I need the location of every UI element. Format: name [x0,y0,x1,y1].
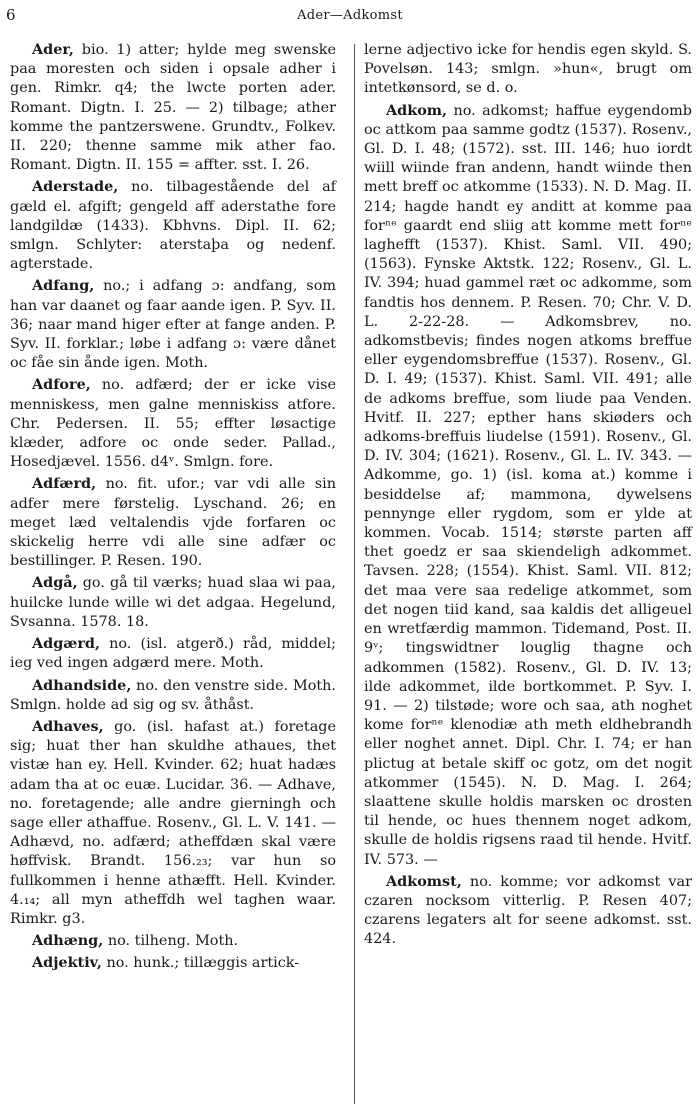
column-divider [354,44,355,1104]
entry-text: no. fit. ufor.; var vdi alle sin adfer mere førstelig. Lyschand. 26; en meget læd veltalendis vjde forfaren oc skickelig herre vdi alle sine adfær oc bestillinger. P. Resen. 190. [10,476,336,570]
entry-text: no. hunk.; tillæggis artick- [101,955,300,972]
page-number: 6 [6,6,16,24]
dictionary-entry [10,276,336,373]
dictionary-entry [10,676,336,715]
dictionary-entry-continuation [364,40,692,99]
headword: Adgærd, [32,635,100,653]
headword: Adhæng, [32,932,104,950]
dictionary-entry [10,40,336,175]
dictionary-entry [10,717,336,929]
entry-text: no. den venstre side. Moth. Smlgn. holde ad sig og sv. åthåst. [10,677,336,713]
dictionary-entry [10,375,336,472]
dictionary-entry [364,872,692,950]
headword: Adfang, [32,277,95,295]
headword: Aderstade, [32,178,119,196]
headword: Adfærd, [32,475,97,493]
headword: Adgå, [32,574,78,592]
entry-text: lerne adjectivo icke for hendis egen skyld. S. Povelsøn. 143; smlgn. »hun«, brugt om intetkønsord, se d. o. [364,42,692,97]
headword: Adjektiv, [32,954,102,972]
entry-text: no. adkomst; haffue eygendomb oc attkom paa samme godtz (1537). Rosenv., Gl. D. I. 48; (1572). sst. III. 146; huo iordt wiill wiinde fran andenn, handt wiinde then mett breff oc atkomme (1533). N. D. Mag. II. 214; hagde handt ey anditt at komme paa forⁿᵉ gaardt end sliig att komme mett forⁿᵉ laghefft (1537). Khist. Saml. VII. 490; (1563). Fynske Aktstk. 122; Rosenv., Gl. L. IV. 394; huad gammel ræt oc adkomme, som fandtis hos dennem. P. Resen. 70; Chr. V. D. L. 2-22-28. — Adkomsbrev, no. adkomstbevis; findes nogen atkoms breffue eller eygendomsbreffue (1537). Rosenv., Gl. D. I. 49; (1537). Khist. Saml. VII. 491; alle de adkoms breffue, som liude paa Venden. Hvitf. II. 227; epther hans skiøders och adkoms-breffuis liudelse (1591). Rosenv., Gl. D. IV. 304; (1621). Rosenv., Gl. L. IV. 343. — Adkomme, go. 1) (isl. koma at.) komme i besiddelse af; mammona, dywelsens pennynge eller rygdom, som er ylde at kommen. Vocab. 1514; største parten aff thet goedz er saa skiendeligh adkommet. Tavsen. 228; (1554). Khist. Saml. VII. 812; det maa vere saa redelige atkommet, som det nogen tiid kand, saa kaldis det alligeuel en wretfærdig mammon. Tidemand, Post. II. 9ᵛ; tingswidtner louglig thagne och adkommen (1582). Rosenv., Gl. D. IV. 13; ilde adkommet, ilde bortkommet. P. Syv. I. 91. — 2) tilstøde; wore och saa, ath noghet kome forⁿᵉ klenodiæ ath meth eldhebrandh eller noghet annet. Dipl. Chr. I. 74; er han plictug at betale skiff oc gotz, om det nogit atkommer (1545). N. D. Mag. I. 264; slaattene skulle holdis marsken oc drosten til hende, oc hues thennem noget adkom, skulle de holdis rigsens raad til hende. Hvitf. IV. 573. — [364,102,692,868]
headword: Ader, [32,41,74,58]
headword: Adhandside, [32,676,132,694]
dictionary-entry [10,931,336,951]
running-head: Ader—Adkomst [297,8,403,23]
entry-text: no.; i adfang ɔ: andfang, som han var daanet og faar aande igen. P. Syv. II. 36; naar mand higer efter at fange anden. P. Syv. II. forklar.; løbe i adfang ɔ: være dånet oc fåe sin ånde igen. Moth. [10,278,336,372]
entry-text: no. (isl. atgerð.) råd, middel; ieg ved ingen adgærd mere. Moth. [10,636,336,672]
dictionary-entry [10,474,336,571]
headword: Adkom, [386,101,448,119]
entry-text: no. komme; vor adkomst var czaren nocksom vitterlig. P. Resen 407; czarens legaters alt for seene adkomst. sst. 424. [364,873,692,948]
dictionary-entry [10,177,336,274]
headword: Adkomst, [386,872,462,890]
right-column [364,40,692,952]
entry-text: no. tilheng. Moth. [103,933,239,950]
headword: Adhaves, [32,717,104,735]
dictionary-entry [10,953,336,973]
left-column [10,40,336,976]
dictionary-entry [364,101,692,870]
entry-text: go. (isl. hafast at.) foretage sig; huat ther han skuldhe athaues, thet vistæ han ey. Hell. Kvinder. 62; huat hadæs adam tha at oc euæ. Lucidar. 36. — Adhave, no. foretagende; alle andre gierningh och sage eller athaffue. Rosenv., Gl. L. V. 141. — Adhævd, no. adfærd; atheffdæn skal være høffvisk. Brandt. 156.₂₃; var hun so fullkommen i henne athæfft. Hell. Kvinder. 4.₁₄; all myn atheffdh wel taghen waar. Rimkr. g3. [10,718,336,927]
entry-text: bio. 1) atter; hylde meg swenske paa moresten och siden i opsale adher i gen. Rimkr. q4; the lwcte porten ader. Romant. Digtn. I. 25. — 2) tilbage; ather komme the pantzerswene. Grundtv., Folkev. II. 220; thenne samme mik ather fao. Romant. Digtn. II. 155 = affter. sst. I. 26. [10,42,336,174]
entry-text: no. tilbagestående del af gæld el. afgift; gengeld aff aderstathe fore landgildæ (1433). Kbhvns. Dipl. II. 62; smlgn. Schlyter: aterstaþa og nedenf. agterstade. [10,179,336,273]
dictionary-entry [10,573,336,632]
headword: Adfore, [32,376,91,394]
entry-text: no. adfærd; der er icke vise menniskess, men galne menniskiss atfore. Chr. Pedersen. II. 55; effter løsactige klæder, adfore oc onde seder. Pallad., Hosedjævel. 1556. d4ᵛ. Smlgn. fore. [10,377,336,471]
entry-text: go. gå til værks; huad slaa wi paa, huilcke lunde wille wi det adgaa. Hegelund, Svsanna. 1578. 18. [10,575,336,630]
dictionary-entry [10,634,336,673]
